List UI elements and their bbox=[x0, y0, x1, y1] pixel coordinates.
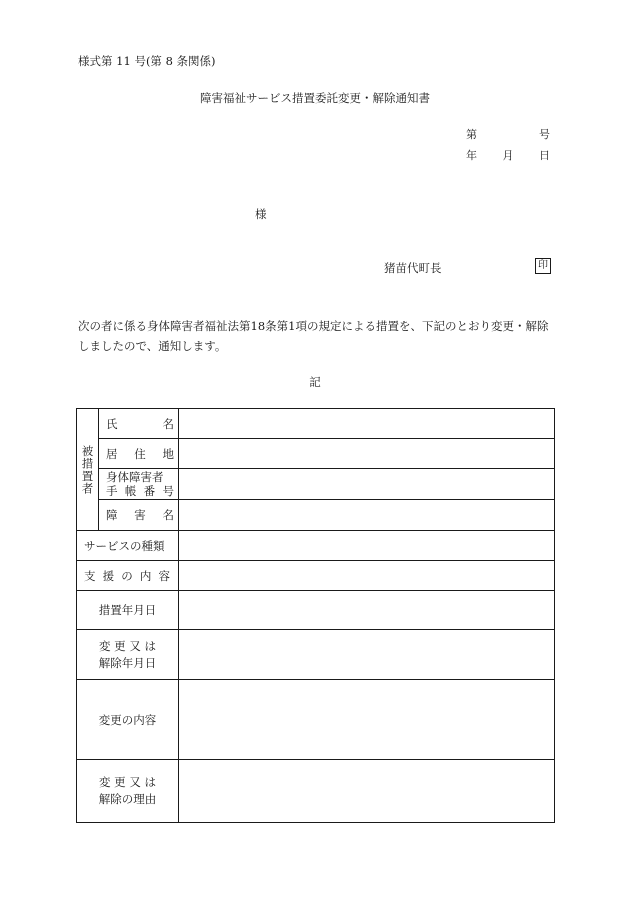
disability-field[interactable] bbox=[179, 500, 555, 531]
name-label bbox=[99, 409, 179, 439]
table-row bbox=[77, 531, 555, 561]
handbook-label-char: 手 bbox=[106, 484, 118, 498]
table-row bbox=[77, 469, 555, 500]
support-label-char: 支 bbox=[84, 568, 96, 583]
change-date-label-line2: 解除年月日 bbox=[98, 655, 157, 670]
document-title: 障害福祉サービス措置委託変更・解除通知書 bbox=[200, 91, 430, 105]
table-row bbox=[77, 680, 555, 760]
document-number bbox=[466, 126, 550, 142]
reason-label bbox=[77, 760, 179, 823]
seal-mark: 印 bbox=[535, 258, 551, 274]
table-row bbox=[77, 591, 555, 630]
handbook-label-char: 帳 bbox=[124, 484, 137, 498]
name-label-char: 氏 bbox=[106, 416, 118, 431]
change-content-label: 変更の内容 bbox=[77, 680, 179, 760]
document-date bbox=[466, 147, 550, 163]
support-content-field[interactable] bbox=[179, 561, 555, 591]
table-row bbox=[77, 500, 555, 531]
address-label-char: 地 bbox=[162, 446, 174, 461]
disability-label-char: 名 bbox=[162, 508, 174, 522]
support-content-label bbox=[77, 561, 179, 591]
address-label-char: 居 bbox=[106, 446, 118, 461]
table-row bbox=[77, 630, 555, 680]
service-type-field[interactable] bbox=[179, 531, 555, 561]
date-day: 日 bbox=[539, 149, 550, 162]
table-row bbox=[77, 760, 555, 823]
disability-label-char: 障 bbox=[106, 508, 118, 522]
measure-date-field[interactable] bbox=[179, 591, 555, 630]
address-field[interactable] bbox=[179, 439, 555, 469]
reason-label-line2: 解除の理由 bbox=[98, 792, 157, 806]
measure-date-label: 措置年月日 bbox=[77, 591, 179, 630]
support-label-char: 内 bbox=[139, 568, 152, 583]
number-suffix: 号 bbox=[539, 128, 550, 141]
addressee-suffix: 様 bbox=[255, 207, 267, 221]
number-prefix: 第 bbox=[466, 128, 477, 141]
address-label bbox=[99, 439, 179, 469]
issuer-name: 猪苗代町長 bbox=[384, 261, 442, 275]
date-year: 年 bbox=[466, 149, 477, 162]
support-label-char: の bbox=[121, 568, 133, 583]
ki-heading: 記 bbox=[309, 375, 321, 389]
service-type-label: サービスの種類 bbox=[77, 531, 179, 561]
form-number-label: 様式第 11 号(第 8 条関係) bbox=[78, 54, 216, 68]
change-date-label-line1: 変 更 又 は bbox=[99, 638, 156, 653]
disability-label-char: 害 bbox=[134, 508, 146, 522]
table-row bbox=[77, 409, 555, 439]
handbook-label-char: 号 bbox=[162, 484, 174, 498]
date-month: 月 bbox=[502, 149, 514, 162]
address-label-char: 住 bbox=[134, 446, 146, 461]
disability-label bbox=[99, 500, 179, 531]
notice-details-table bbox=[76, 408, 555, 823]
change-date-label bbox=[77, 630, 179, 680]
recipient-group-label: 被措置者 bbox=[77, 409, 99, 531]
handbook-number-field[interactable] bbox=[179, 469, 555, 500]
support-label-char: 容 bbox=[158, 568, 170, 583]
handbook-label-char: 番 bbox=[143, 484, 156, 498]
table-row bbox=[77, 561, 555, 591]
handbook-number-label bbox=[99, 469, 179, 500]
change-content-field[interactable] bbox=[179, 680, 555, 760]
reason-label-line1: 変 更 又 は bbox=[99, 775, 156, 789]
support-label-char: 援 bbox=[102, 568, 115, 583]
name-field[interactable] bbox=[179, 409, 555, 439]
table-row bbox=[77, 439, 555, 469]
change-date-field[interactable] bbox=[179, 630, 555, 680]
notice-body-text: 次の者に係る身体障害者福祉法第18条第1項の規定による措置を、下記のとおり変更・解除しましたので、通知します。 bbox=[78, 319, 549, 353]
reason-field[interactable] bbox=[179, 760, 555, 823]
name-label-char: 名 bbox=[162, 416, 174, 431]
handbook-label-line1: 身体障害者 bbox=[106, 470, 164, 484]
